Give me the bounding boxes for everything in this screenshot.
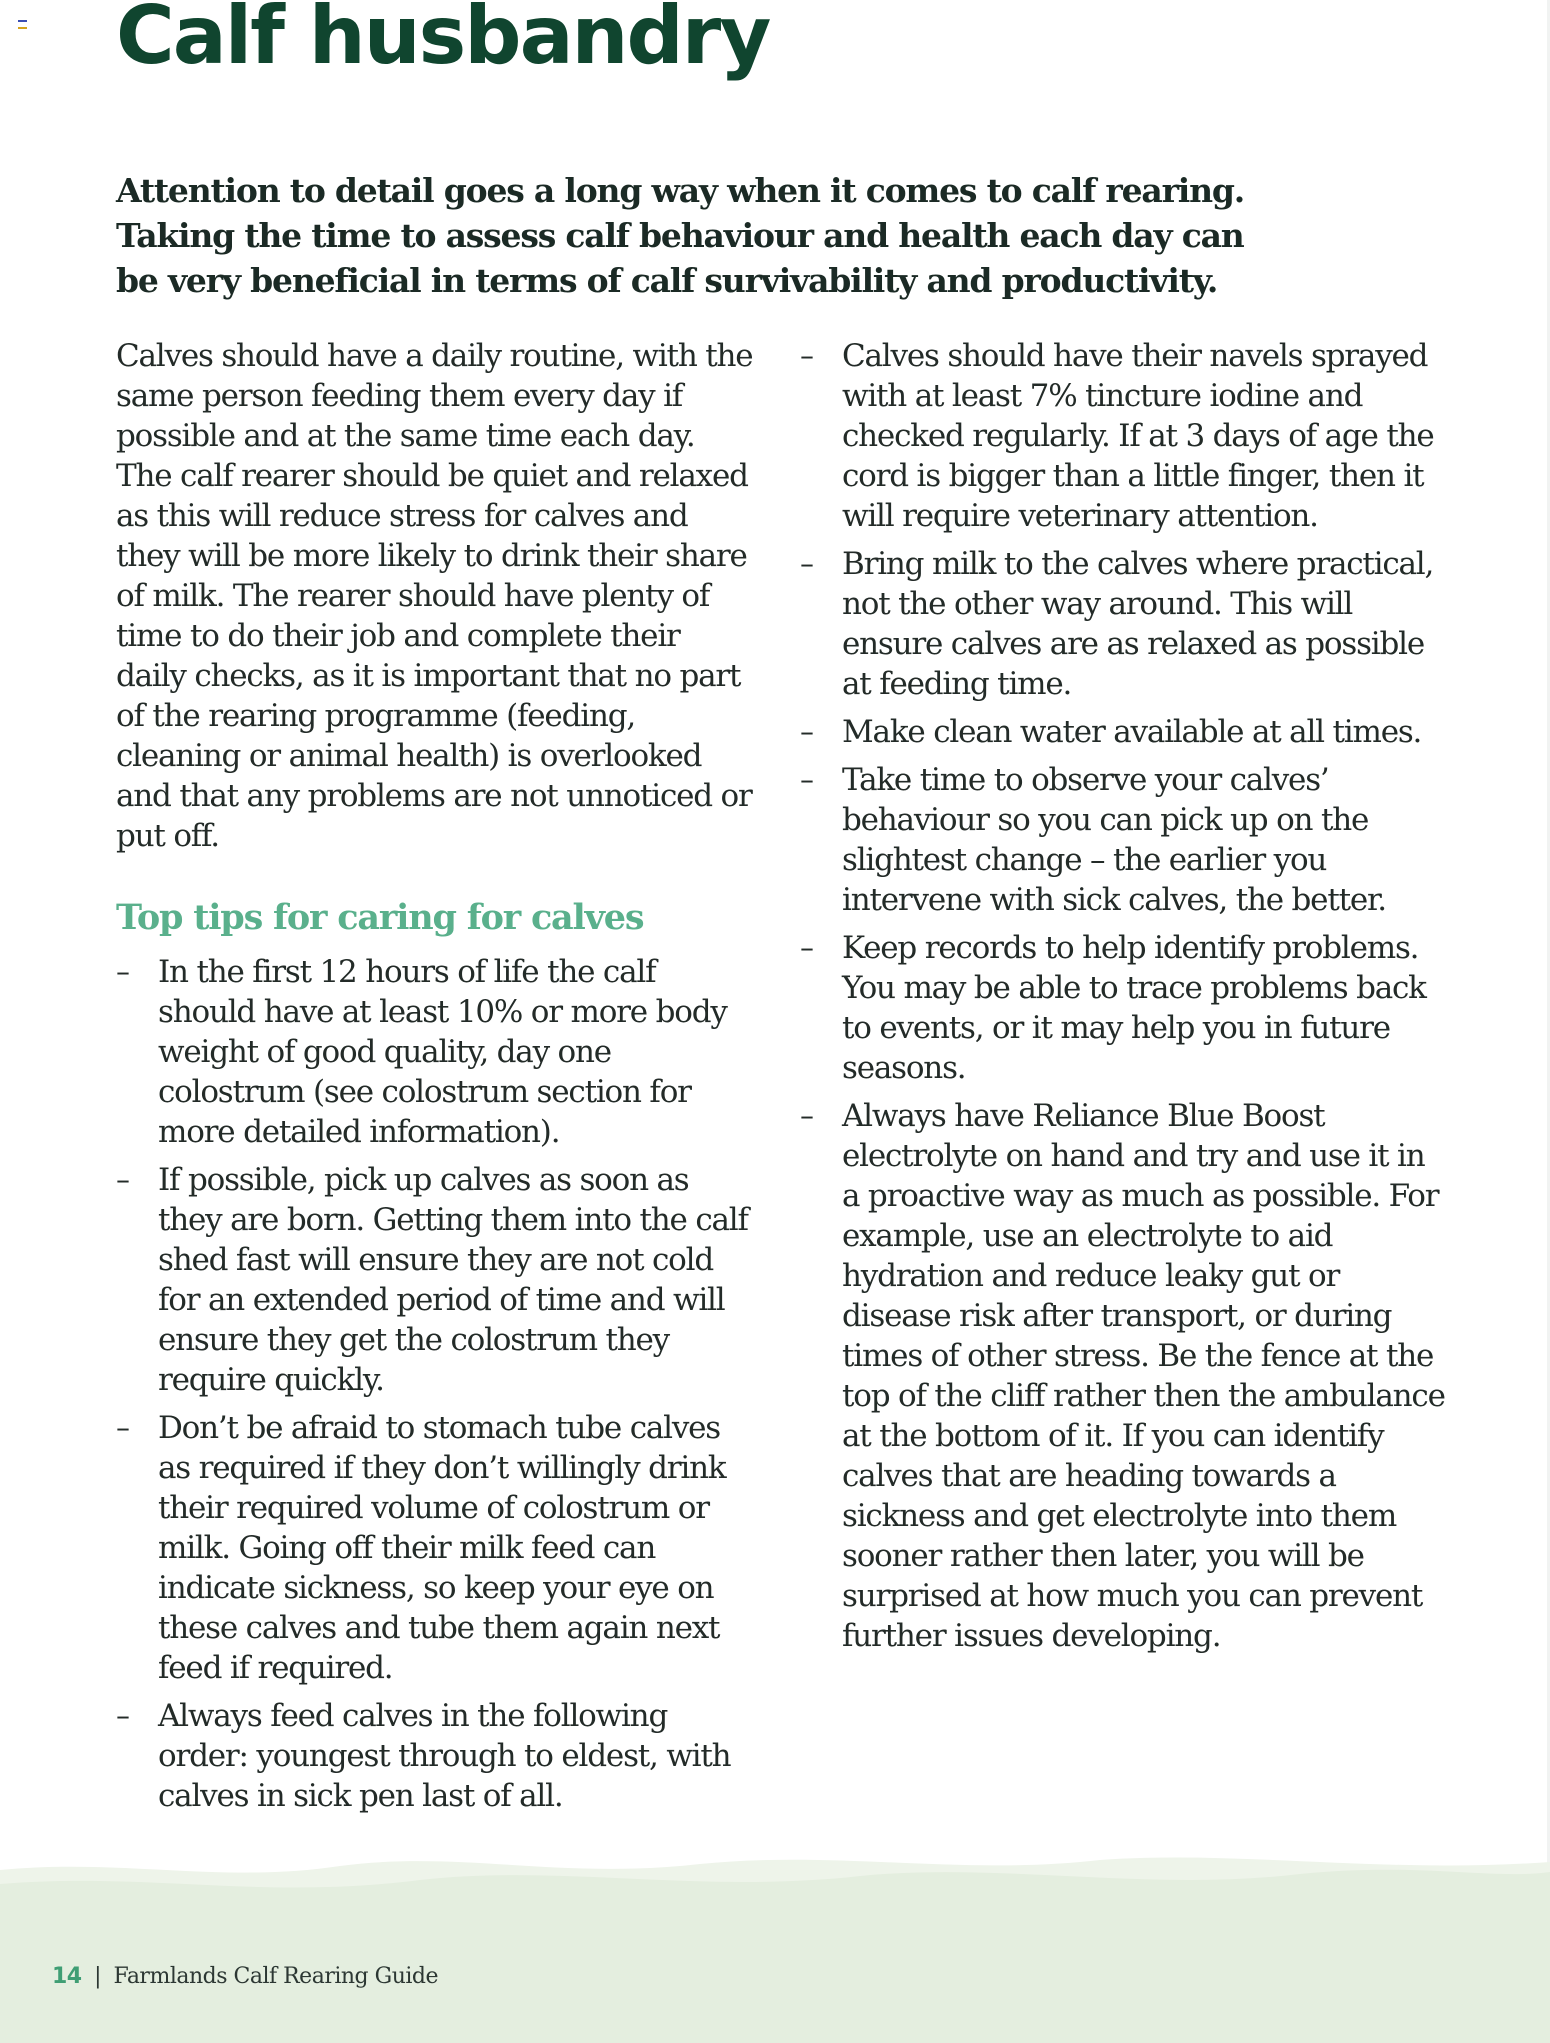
intro-paragraph: Attention to detail goes a long way when it comes to calf rearing. Taking the time to assess calf behaviour and health each day can be very beneficial in terms of calf survivability and productivity. — [116, 171, 1245, 300]
tip-item — [800, 1096, 1450, 1656]
left-column — [116, 336, 756, 1824]
tip-text: Don’t be afraid to stomach tube calves as required if they don’t willingly drink their required volume of colostrum or milk. Going off their milk feed can indicate sickness, so keep your eye on these calves and tube them again next feed if required. — [158, 1410, 726, 1686]
tip-text: If possible, pick up calves as soon as they are born. Getting them into the calf shed fast will ensure they are not cold for an extended period of time and will ensure they get the colostrum they require quickly. — [158, 1162, 748, 1398]
tip-item — [800, 928, 1450, 1088]
tip-text: Make clean water available at all times. — [842, 714, 1422, 750]
tip-item — [800, 712, 1450, 752]
right-column — [800, 336, 1450, 1664]
tip-item — [116, 1696, 756, 1816]
dash-bullet-icon: – — [116, 1411, 130, 1444]
publication-title: Farmlands Calf Rearing Guide — [113, 1964, 439, 1989]
tip-text: Always have Reliance Blue Boost electrolyte on hand and try and use it in a proactive way as much as possible. For example, use an electrolyte to aid hydration and reduce leaky gut or disease risk after transport, or during times of other stress. Be the fence at the top of the cliff rather then the ambulance at the bottom of it. If you can identify calves that are heading towards a sickness and get electrolyte into them sooner rather then later, you will be surprised at how much you can prevent further issues developing. — [842, 1098, 1445, 1654]
tip-item — [116, 1160, 756, 1400]
tips-list-right — [800, 336, 1450, 1656]
routine-paragraph: Calves should have a daily routine, with the same person feeding them every day if possible and at the same time each day. The calf rearer should be quiet and relaxed as this will reduce stress for calves and they will be more likely to drink their share of milk. The rearer should have plenty of time to do their job and complete their daily checks, as it is important that no part of the rearing programme (feeding, cleaning or animal health) is overlooked and that any problems are not unnoticed or put off. — [116, 338, 753, 854]
hills-front-layer — [0, 1870, 1550, 2043]
tips-list-left — [116, 952, 756, 1816]
tip-text: Take time to observe your calves’ behaviour so you can pick up on the slightest change – the earlier you intervene with sick calves, the better. — [842, 762, 1386, 918]
dash-bullet-icon: – — [800, 547, 814, 580]
tip-item — [800, 544, 1450, 704]
dash-bullet-icon: – — [800, 339, 814, 372]
tip-text: In the first 12 hours of life the calf should have at least 10% or more body weight of good quality, day one colostrum (see colostrum section for more detailed information). — [158, 954, 727, 1150]
tip-text: Bring milk to the calves where practical, not the other way around. This will ensure calves are as relaxed as possible at feeding time. — [842, 546, 1434, 702]
footer-hills-graphic — [0, 1850, 1550, 2043]
page-footer — [52, 1962, 438, 1992]
corner-mark — [18, 20, 27, 29]
dash-bullet-icon: – — [116, 1699, 130, 1732]
tip-item — [116, 1408, 756, 1688]
tip-item — [800, 336, 1450, 536]
dash-bullet-icon: – — [800, 1099, 814, 1132]
page-title: Calf husbandry — [116, 0, 770, 82]
tips-subheading: Top tips for caring for calves — [116, 897, 644, 938]
tip-item — [800, 760, 1450, 920]
dash-bullet-icon: – — [800, 715, 814, 748]
dash-bullet-icon: – — [116, 955, 130, 988]
dash-bullet-icon: – — [800, 763, 814, 796]
tip-text: Calves should have their navels sprayed with at least 7% tincture iodine and checked regularly. If at 3 days of age the cord is bigger than a little finger, then it will require veterinary attention. — [842, 338, 1434, 534]
page-number: 14 — [52, 1964, 82, 1989]
dash-bullet-icon: – — [116, 1163, 130, 1196]
tip-text: Keep records to help identify problems. You may be able to trace problems back to events, or it may help you in future seasons. — [842, 930, 1426, 1086]
dash-bullet-icon: – — [800, 931, 814, 964]
tip-item — [116, 952, 756, 1152]
footer-separator: | — [94, 1964, 102, 1989]
tip-text: Always feed calves in the following order: youngest through to eldest, with calves in sick pen last of all. — [158, 1698, 731, 1814]
